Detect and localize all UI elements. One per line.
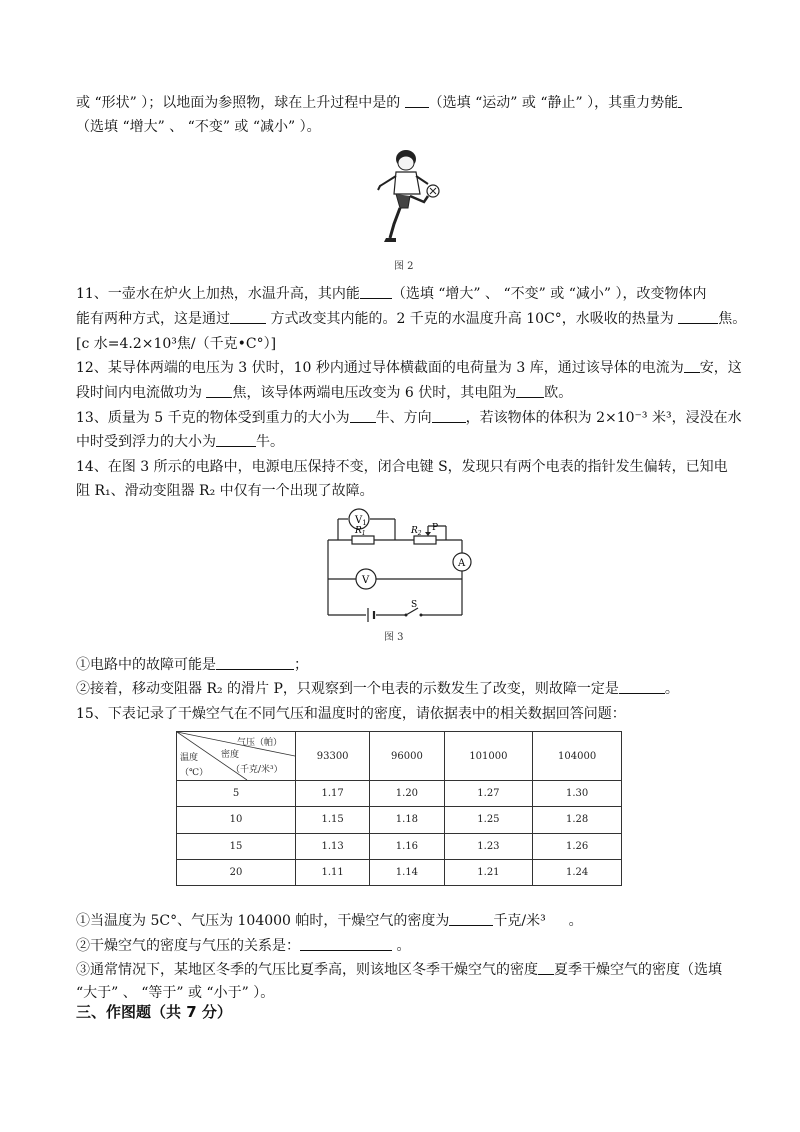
answer-blank[interactable]	[678, 309, 718, 324]
label-p: P	[432, 523, 439, 533]
density-cell: 1.26	[533, 833, 622, 859]
pressure-header: 104000	[533, 732, 622, 781]
density-cell: 1.16	[370, 833, 444, 859]
text-run: 中时受到浮力的大小为	[76, 434, 216, 450]
temp-cell: 5	[177, 781, 296, 807]
answer-blank[interactable]	[619, 679, 665, 694]
figure-2-boy-kicking-ball	[366, 146, 444, 250]
temp-cell: 20	[177, 859, 296, 885]
text-run: 欧。	[544, 385, 573, 401]
text-run: 阻 R₁、滑动变阻器 R₂ 中仅有一个出现了故障。	[76, 483, 374, 499]
text-run: 15、下表记录了干燥空气在不同气压和温度时的密度，请依据表中的相关数据回答问题：	[76, 706, 626, 722]
answer-blank[interactable]	[216, 655, 294, 670]
text-run: [c 水=4.2×10³焦/（千克•C°）]	[76, 336, 277, 352]
line-q12-a	[76, 358, 742, 378]
figure-2-caption: 图 2	[394, 261, 414, 272]
corner-temp-unit: （℃）	[180, 768, 209, 778]
table-row	[177, 807, 622, 833]
figure-3-circuit	[318, 504, 474, 622]
text-run: 焦。	[718, 311, 747, 327]
label-r2: $R_2$	[411, 526, 422, 537]
pressure-header: 93300	[296, 732, 370, 781]
density-cell: 1.24	[533, 859, 622, 885]
text-run: （选填 “增大” 、 “不变” 或 “减小” ）。	[76, 119, 321, 135]
label-v: V	[362, 575, 370, 586]
density-cell: 1.27	[444, 781, 533, 807]
line-q12-b	[76, 383, 572, 403]
text-run: 。	[664, 681, 679, 697]
text-run: （选填 “增大” 、 “不变” 或 “减小” ），改变物体内	[391, 286, 707, 302]
temp-cell: 15	[177, 833, 296, 859]
text-run: 夏季干燥空气的密度（选填	[554, 962, 722, 978]
text-run: ①电路中的故障可能是	[76, 657, 216, 673]
answer-blank[interactable]	[516, 383, 544, 398]
text-run: 14、在图 3 所示的电路中，电源电压保持不变，闭合电键 S，发现只有两个电表的指针发生偏转，已知电	[76, 459, 728, 475]
table-row	[177, 833, 622, 859]
density-cell: 1.15	[296, 807, 370, 833]
line-q13-b	[76, 432, 284, 452]
text-run: ①当温度为 5C°、气压为 104000 帕时，干燥空气的密度为	[76, 913, 450, 929]
rheostat-r2	[414, 536, 436, 544]
resistor-r1	[352, 536, 374, 544]
answer-blank[interactable]	[300, 936, 392, 951]
answer-blank[interactable]	[538, 960, 554, 975]
line-q14-d	[76, 679, 679, 699]
text-run: 焦，该导体两端电压改变为 6 伏时，其电阻为	[232, 385, 517, 401]
text-run: 段时间内电流做功为	[76, 385, 207, 401]
line-q15-c	[76, 936, 410, 956]
line-q15-b	[76, 911, 583, 931]
text-run: 安，这	[699, 360, 742, 376]
text-run: 。	[392, 938, 411, 954]
line-q10-a	[76, 93, 682, 113]
table-row	[177, 781, 622, 807]
pressure-header: 96000	[370, 732, 444, 781]
text-run: 能有两种方式，这是通过	[76, 311, 230, 327]
answer-blank[interactable]	[350, 408, 376, 423]
answer-blank[interactable]	[684, 358, 700, 373]
label-v1: $V_1$	[355, 515, 367, 527]
text-run: ，若该物体的体积为 2×10⁻³ 米³，浸没在水	[465, 410, 742, 426]
density-cell: 1.13	[296, 833, 370, 859]
line-q11-a	[76, 284, 706, 304]
answer-blank[interactable]	[449, 911, 493, 926]
answer-blank[interactable]	[206, 383, 232, 398]
density-cell: 1.14	[370, 859, 444, 885]
answer-blank[interactable]	[216, 432, 256, 447]
answer-blank[interactable]	[432, 408, 466, 423]
density-cell: 1.28	[533, 807, 622, 833]
text-run: 牛。	[256, 434, 284, 450]
answer-blank[interactable]	[678, 93, 682, 108]
text-run: 牛、方向	[375, 410, 432, 426]
density-cell: 1.17	[296, 781, 370, 807]
table-corner-cell	[177, 732, 296, 781]
text-run: 千克/米³ 。	[493, 913, 583, 929]
density-table	[176, 731, 622, 886]
density-cell: 1.20	[370, 781, 444, 807]
line-q10-b	[76, 117, 321, 137]
line-q11-b	[76, 309, 746, 329]
corner-density-unit: （千克/米³）	[231, 765, 283, 775]
text-run: 13、质量为 5 千克的物体受到重力的大小为	[76, 410, 350, 426]
density-cell: 1.23	[444, 833, 533, 859]
answer-blank[interactable]	[360, 284, 392, 299]
text-run: ②接着，移动变阻器 R₂ 的滑片 P，只观察到一个电表的示数发生了改变，则故障一定是	[76, 681, 619, 697]
density-cell: 1.25	[444, 807, 533, 833]
corner-pressure-label: 气压（帕）	[237, 738, 283, 748]
figure-3-caption: 图 3	[384, 632, 404, 643]
density-cell: 1.21	[444, 859, 533, 885]
answer-blank[interactable]	[405, 93, 429, 108]
text-run: 11、一壶水在炉火上加热，水温升高，其内能	[76, 286, 360, 302]
line-q15-e	[76, 983, 274, 1003]
text-run: 方式改变其内能的。2 千克的水温度升高 10C°，水吸收的热量为	[266, 311, 679, 327]
line-q15-a	[76, 704, 626, 724]
text-run: 或 “形状” ）；以地面为参照物，球在上升过程中是的	[76, 95, 405, 111]
text-run: ②干燥空气的密度与气压的关系是：	[76, 938, 300, 954]
line-q13-a	[76, 408, 742, 428]
text-run: “大于” 、 “等于” 或 “小于” ）。	[76, 985, 275, 1001]
corner-temp-label: 温度	[180, 753, 199, 763]
temp-cell: 10	[177, 807, 296, 833]
table-row	[177, 859, 622, 885]
line-q11-c	[76, 334, 276, 354]
line-q14-b	[76, 481, 374, 501]
line-q14-c	[76, 655, 308, 675]
text-run: ③通常情况下，某地区冬季的气压比夏季高，则该地区冬季干燥空气的密度	[76, 962, 538, 978]
corner-density-label: 密度	[221, 750, 240, 760]
density-cell: 1.18	[370, 807, 444, 833]
line-q15-d	[76, 960, 722, 980]
table-header-row	[177, 732, 622, 781]
label-s: S	[411, 600, 418, 610]
line-q14-a	[76, 457, 728, 477]
label-r1: $R_1$	[355, 526, 366, 537]
text-run: 12、某导体两端的电压为 3 伏时，10 秒内通过导体横截面的电荷量为 3 库，通过该导体的电流为	[76, 360, 684, 376]
density-cell: 1.11	[296, 859, 370, 885]
answer-blank[interactable]	[230, 309, 266, 324]
text-run: ；	[294, 657, 308, 673]
text-run: （选填 “运动” 或 “静止” ），其重力势能	[428, 95, 679, 111]
section-heading: 三、作图题（共 7 分）	[76, 1003, 232, 1021]
pressure-header: 101000	[444, 732, 533, 781]
density-cell: 1.30	[533, 781, 622, 807]
label-a: A	[458, 558, 466, 569]
